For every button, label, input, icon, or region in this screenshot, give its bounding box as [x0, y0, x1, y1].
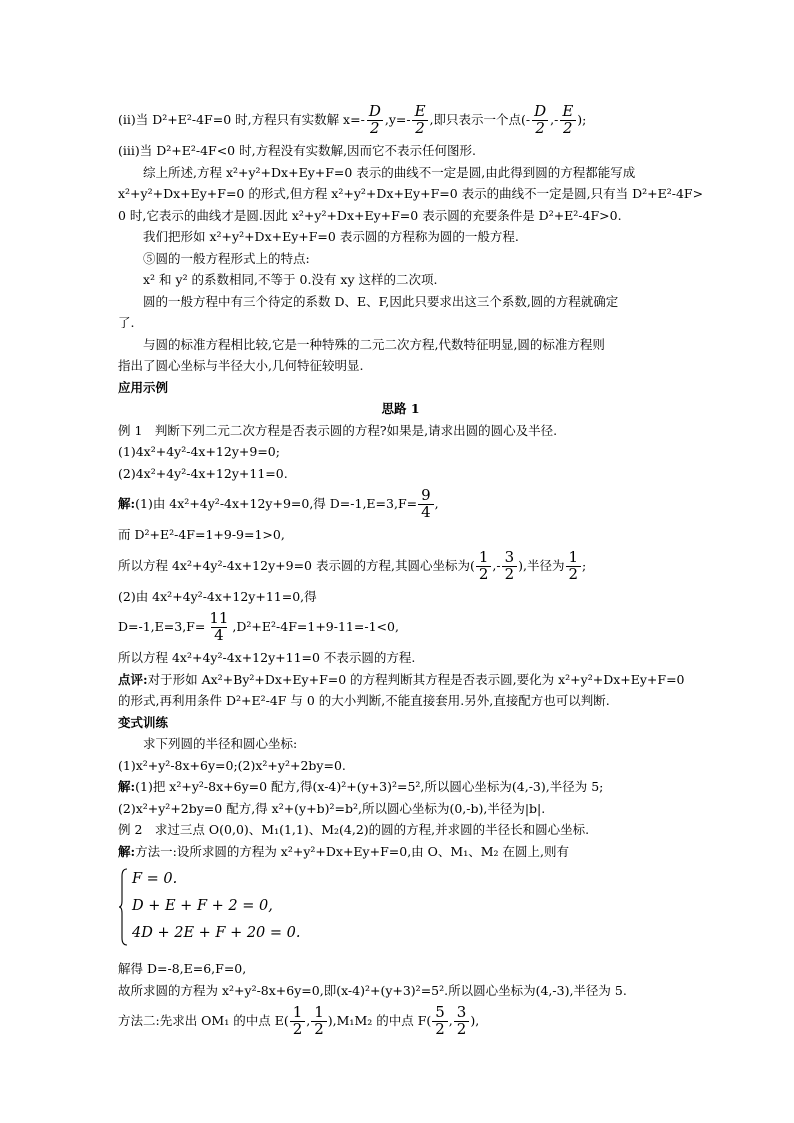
- text-span: ),半径为: [518, 557, 565, 573]
- subsection-heading: 思路 1: [381, 401, 420, 416]
- fraction: $\frac{3}{2}$: [454, 1005, 470, 1038]
- text-line: 指出了圆心坐标与半径大小,几何特征较明显.: [118, 358, 364, 373]
- text-span: (1)把 x²+y²-8x+6y=0 配方,得(x-4)²+(y+3)²=5²,所以圆心坐标为(4,-3),半径为 5;: [135, 779, 604, 794]
- text-span: D=-1,E=3,F=: [118, 619, 206, 634]
- fraction: $\frac{1}{2}$: [311, 1005, 327, 1038]
- text-line: [118, 484, 683, 524]
- text-span: ),: [470, 1013, 480, 1028]
- text-line: (2)4x²+4y²-4x+12y+11=0.: [118, 465, 288, 481]
- text-span: ,: [448, 1013, 453, 1028]
- fraction: $\frac{11}{4}$: [209, 609, 229, 644]
- section-heading: 变式训练: [118, 714, 169, 730]
- text-span: 所以方程 4x²+4y²-4x+12y+9=0 表示圆的方程,其圆心坐标为(: [118, 557, 475, 573]
- text-line: x² 和 y² 的系数相同,不等于 0.没有 xy 这样的二次项.: [143, 272, 438, 287]
- text-line: (1)x²+y²-8x+6y=0;(2)x²+y²+2by=0.: [118, 757, 346, 773]
- comment-label: 点评:: [118, 671, 148, 687]
- fraction: $\frac{D}{2}$: [534, 102, 547, 137]
- solution-label: 解:: [118, 843, 136, 859]
- text-line: [118, 1001, 683, 1041]
- fraction: $\frac{1}{2}$: [290, 1005, 306, 1038]
- text-line: 而 D²+E²-4F=1+9-9=1>0,: [118, 527, 285, 542]
- text-span: (ⅱ)当 D²+E²-4F=0 时,方程只有实数解 x=-: [118, 112, 365, 127]
- example-title: 例 1 判断下列二元二次方程是否表示圆的方程?如果是,请求出圆的圆心及半径.: [118, 422, 558, 438]
- text-line: [118, 607, 683, 647]
- text-line: 故所求圆的方程为 x²+y²-8x+6y=0,即(x-4)²+(y+3)²=5².所以圆心坐标为(4,-3),半径为 5.: [118, 982, 627, 998]
- text-span: ,-: [492, 557, 501, 573]
- text-line: 的形式,再利用条件 D²+E²-4F 与 0 的大小判断,不能直接套用.另外,直接配方也可以判断.: [118, 693, 610, 708]
- text-span: (1)由 4x²+4y²-4x+12y+9=0,得 D=-1,E=3,F=: [135, 496, 418, 511]
- solution-label: 解:: [118, 779, 136, 794]
- text-line: x²+y²+Dx+Ey+F=0 的形式,但方程 x²+y²+Dx+Ey+F=0 表示的曲线不一定是圆,只有当 D²+E²-4F>: [118, 186, 704, 201]
- equation-row: D + E + F + 2 = 0,: [132, 898, 273, 914]
- text-line: 0 时,它表示的曲线才是圆.因此 x²+y²+Dx+Ey+F=0 表示圆的充要条件是 D²+E²-4F>0.: [118, 207, 622, 223]
- text-span: ,: [434, 496, 439, 511]
- fraction: $\frac{9}{4}$: [418, 488, 434, 521]
- text-line: ⑤圆的一般方程形式上的特点:: [143, 250, 310, 266]
- equation-row: 4D + 2E + F + 20 = 0.: [132, 925, 301, 941]
- text-line: [118, 546, 683, 586]
- text-line: 综上所述,方程 x²+y²+Dx+Ey+F=0 表示的曲线不一定是圆,由此得到圆的方程都能写成: [143, 164, 636, 180]
- fraction: $\frac{1}{2}$: [476, 550, 492, 583]
- fraction: $\frac{E}{2}$: [412, 104, 429, 137]
- fraction: $\frac{3}{2}$: [502, 550, 518, 583]
- text-line: 所以方程 4x²+4y²-4x+12y+11=0 不表示圆的方程.: [118, 650, 416, 665]
- text-span: ,-: [550, 112, 559, 127]
- fraction: $\frac{E}{2}$: [559, 104, 576, 137]
- text-line: 解得 D=-8,E=6,F=0,: [118, 961, 247, 976]
- fraction: $\frac{5}{2}$: [432, 1005, 448, 1038]
- text-line: (2)x²+y²+2by=0 配方,得 x²+(y+b)²=b²,所以圆心坐标为(0,-b),半径为|b|.: [118, 800, 546, 816]
- text-line: (1)4x²+4y²-4x+12y+9=0;: [118, 444, 280, 459]
- text-span: ,即只表示一个点(-: [429, 112, 531, 127]
- text-span: ,y=-: [384, 112, 411, 127]
- equation-system: [118, 866, 683, 950]
- fraction: $\frac{1}{2}$: [566, 550, 582, 583]
- text-span: 方法一:设所求圆的方程为 x²+y²+Dx+Ey+F=0,由 O、M₁、M₂ 在圆上,则有: [135, 843, 569, 859]
- text-line: [118, 776, 683, 798]
- solution-label: 解:: [118, 496, 136, 511]
- text-span: ;: [582, 557, 587, 573]
- section-heading: 应用示例: [118, 379, 169, 395]
- text-span: );: [577, 112, 587, 127]
- text-line: [118, 669, 683, 691]
- text-span: 方法二:先求出 OM₁ 的中点 E(: [118, 1013, 289, 1028]
- text-span: ,D²+E²-4F=1+9-11=-1<0,: [232, 619, 399, 634]
- text-line: 与圆的标准方程相比较,它是一种特殊的二元二次方程,代数特征明显,圆的标准方程则: [143, 336, 605, 352]
- document-page: [118, 100, 704, 1041]
- text-span: ,: [306, 1013, 311, 1028]
- text-line: (2)由 4x²+4y²-4x+12y+11=0,得: [118, 588, 317, 604]
- text-line: 我们把形如 x²+y²+Dx+Ey+F=0 表示圆的方程称为圆的一般方程.: [143, 229, 519, 244]
- equation-row: F = 0.: [132, 871, 178, 887]
- example-title: 例 2 求过三点 O(0,0)、M₁(1,1)、M₂(4,2)的圆的方程,并求圆的半径长和圆心坐标.: [118, 822, 590, 837]
- text-line: [118, 841, 683, 863]
- fraction: $\frac{D}{2}$: [368, 102, 381, 137]
- text-line: 求下列圆的半径和圆心坐标:: [143, 736, 298, 751]
- text-span: ),M₁M₂ 的中点 F(: [327, 1013, 432, 1028]
- text-span: 对于形如 Ax²+By²+Dx+Ey+F=0 的方程判断其方程是否表示圆,要化为 x²+y²+Dx+Ey+F=0: [147, 671, 685, 687]
- text-line: [118, 100, 683, 140]
- left-brace-icon: [118, 868, 128, 946]
- text-line: 圆的一般方程中有三个待定的系数 D、E、F,因此只要求出这三个系数,圆的方程就确定: [143, 293, 619, 309]
- text-line: 了.: [118, 315, 135, 330]
- text-line: (ⅲ)当 D²+E²-4F<0 时,方程没有实数解,因而它不表示任何图形.: [118, 143, 477, 158]
